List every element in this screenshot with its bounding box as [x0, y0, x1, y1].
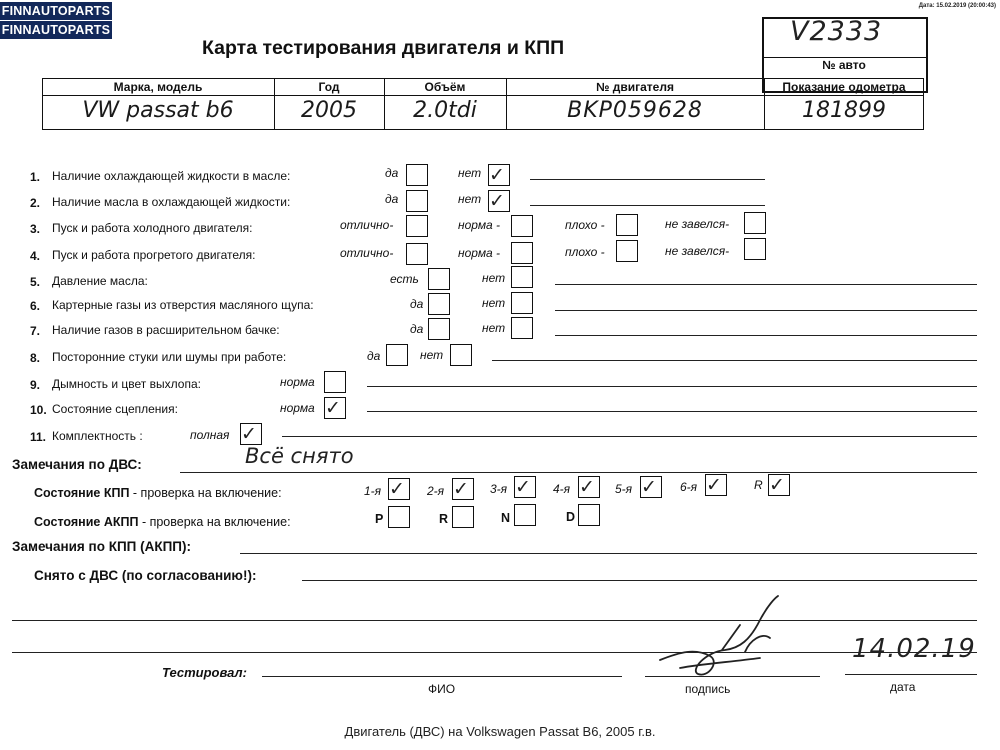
remark-line — [282, 436, 977, 437]
option-no-label: нет — [420, 348, 444, 362]
item-number: 3. — [30, 222, 41, 236]
item-question: Пуск и работа прогретого двигателя: — [52, 248, 256, 262]
gearbox-check-label — [34, 486, 282, 500]
mode-r-label: R — [439, 512, 449, 526]
checkbox-mode-r[interactable] — [452, 506, 474, 528]
option-no-label: нет — [482, 321, 506, 335]
check-mark-icon: ✓ — [325, 397, 341, 419]
item-number: 10. — [30, 403, 47, 417]
check-mark-icon: ✓ — [389, 478, 405, 500]
option-no-label: нет — [458, 166, 482, 180]
checkbox-gear-1[interactable] — [388, 478, 410, 500]
checkbox-excellent[interactable] — [406, 243, 428, 265]
header-odometer: Показание одометра — [782, 80, 906, 94]
checkbox-bad[interactable] — [616, 240, 638, 262]
item-number: 6. — [30, 299, 41, 313]
checkbox-mode-d[interactable] — [578, 504, 600, 526]
scan-date: Дата: 15.02.2019 (20:00:43) — [918, 3, 996, 9]
item-number: 11. — [30, 430, 47, 444]
option-yes-label: да — [410, 297, 424, 311]
checkbox-gear-6[interactable] — [705, 474, 727, 496]
option-no-label: нет — [458, 192, 482, 206]
check-mark-icon: ✓ — [515, 476, 531, 498]
checkbox-gear-5[interactable] — [640, 476, 662, 498]
name-line[interactable] — [262, 676, 622, 677]
checkbox-yes[interactable] — [428, 318, 450, 340]
check-mark-icon: ✓ — [489, 164, 505, 186]
checkbox-gear-3[interactable] — [514, 476, 536, 498]
checkbox-yes[interactable] — [406, 164, 428, 186]
option-yes-label: да — [385, 192, 399, 206]
checkbox-no-start[interactable] — [744, 238, 766, 260]
checkbox-gear-reverse[interactable] — [768, 474, 790, 496]
gear-2-label: 2-я — [427, 484, 445, 498]
checkbox-no[interactable] — [511, 292, 533, 314]
option-no-label: нет — [482, 296, 506, 310]
mode-p-label: P — [375, 512, 384, 526]
checkbox-norm[interactable] — [324, 397, 346, 419]
checkbox-full[interactable] — [240, 423, 262, 445]
item-question: Наличие масла в охлаждающей жидкости: — [52, 195, 291, 209]
option-normal-label: норма - — [458, 246, 501, 260]
item-question: Посторонние стуки или шумы при работе: — [52, 350, 287, 364]
checkbox-normal[interactable] — [511, 242, 533, 264]
removed-line[interactable] — [302, 580, 977, 581]
date-value: 14.02.19 — [852, 634, 976, 664]
check-mark-icon: ✓ — [489, 190, 505, 212]
auto-number-value: V2333 — [790, 16, 883, 47]
checkbox-no[interactable] — [488, 190, 510, 212]
option-no-label: нет — [482, 271, 506, 285]
value-odometer: 181899 — [802, 98, 886, 123]
option-bad-label: плохо - — [565, 245, 605, 259]
option-yes-label: да — [410, 322, 424, 336]
remark-line — [367, 411, 977, 412]
auto-gearbox-check-title: Состояние АКПП — [34, 515, 139, 529]
date-line — [845, 674, 977, 675]
check-mark-icon: ✓ — [769, 474, 785, 496]
checkbox-present[interactable] — [428, 268, 450, 290]
remark-line — [555, 310, 977, 311]
header-volume: Объём — [424, 80, 466, 94]
value-make-model: VW passat b6 — [82, 98, 234, 123]
check-mark-icon: ✓ — [241, 423, 257, 445]
check-mark-icon: ✓ — [453, 478, 469, 500]
header-year: Год — [318, 80, 340, 94]
auto-number-label: № авто — [822, 58, 866, 72]
signature-caption: подпись — [685, 682, 731, 696]
checkbox-no[interactable] — [511, 266, 533, 288]
checkbox-yes[interactable] — [386, 344, 408, 366]
checkbox-mode-n[interactable] — [514, 504, 536, 526]
option-present-label: есть — [390, 272, 419, 286]
gear-6-label: 6-я — [680, 480, 698, 494]
gear-5-label: 5-я — [615, 482, 633, 496]
item-number: 2. — [30, 196, 41, 210]
auto-gearbox-check-label — [34, 515, 291, 529]
remark-line — [555, 335, 977, 336]
item-question: Пуск и работа холодного двигателя: — [52, 221, 253, 235]
item-question: Состояние сцепления: — [52, 402, 178, 416]
option-excellent-label: отлично- — [340, 218, 394, 232]
gearbox-remarks-label: Замечания по КПП (АКПП): — [12, 539, 191, 554]
name-caption: ФИО — [428, 682, 456, 696]
option-no-start-label: не завелся- — [665, 244, 730, 258]
extra-line — [12, 652, 977, 653]
item-number: 5. — [30, 275, 41, 289]
form-title: Карта тестирования двигателя и КПП — [202, 37, 565, 59]
gear-reverse-label: R — [754, 478, 763, 492]
mode-d-label: D — [566, 510, 576, 524]
checkbox-excellent[interactable] — [406, 215, 428, 237]
table-bottom-line — [42, 129, 924, 130]
option-excellent-label: отлично- — [340, 246, 394, 260]
option-no-start-label: не завелся- — [665, 217, 730, 231]
check-mark-icon: ✓ — [706, 474, 722, 496]
item-question: Наличие охлаждающей жидкости в масле: — [52, 169, 291, 183]
ice-remarks-value: Всё снято — [245, 444, 354, 468]
mode-n-label: N — [501, 511, 511, 525]
item-question: Комплектность : — [52, 429, 143, 443]
gear-3-label: 3-я — [490, 482, 508, 496]
gearbox-remarks-line[interactable] — [240, 553, 977, 554]
checkbox-gear-2[interactable] — [452, 478, 474, 500]
logo-finnautoparts-2: FINNAUTOPARTS — [1, 23, 111, 37]
check-mark-icon: ✓ — [579, 476, 595, 498]
signature-mark — [650, 590, 790, 700]
option-norm-label: норма — [280, 401, 315, 415]
item-question: Картерные газы из отверстия масляного щупа: — [52, 298, 314, 312]
auto-gearbox-check-desc: - проверка на включение: — [138, 515, 291, 529]
logo-finnautoparts: FINNAUTOPARTS — [1, 4, 111, 18]
checkbox-no[interactable] — [488, 164, 510, 186]
tested-by-label: Тестировал: — [162, 665, 247, 680]
remark-line — [530, 179, 765, 180]
remark-line — [492, 360, 977, 361]
item-question: Наличие газов в расширительном бачке: — [52, 323, 280, 337]
item-number: 7. — [30, 324, 41, 338]
remark-line — [530, 205, 765, 206]
checkbox-yes[interactable] — [428, 293, 450, 315]
ice-remarks-line[interactable] — [180, 472, 977, 473]
item-number: 8. — [30, 351, 41, 365]
gear-1-label: 1-я — [364, 484, 382, 498]
checkbox-bad[interactable] — [616, 214, 638, 236]
value-volume: 2.0tdi — [413, 98, 477, 123]
gearbox-check-desc: - проверка на включение: — [129, 486, 282, 500]
checkbox-yes[interactable] — [406, 190, 428, 212]
option-bad-label: плохо - — [565, 218, 605, 232]
gearbox-check-title: Состояние КПП — [34, 486, 130, 500]
option-yes-label: да — [385, 166, 399, 180]
item-number: 1. — [30, 170, 41, 184]
value-engine-number: BKP059628 — [567, 98, 703, 123]
date-caption: дата — [890, 680, 916, 694]
item-number: 9. — [30, 378, 41, 392]
checkbox-no[interactable] — [450, 344, 472, 366]
item-question: Дымность и цвет выхлопа: — [52, 377, 201, 391]
remark-line — [555, 284, 977, 285]
checkbox-norm[interactable] — [324, 371, 346, 393]
check-mark-icon: ✓ — [641, 476, 657, 498]
item-number: 4. — [30, 249, 41, 263]
checkbox-normal[interactable] — [511, 215, 533, 237]
ice-remarks-label: Замечания по ДВС: — [12, 457, 142, 472]
extra-line — [12, 620, 977, 621]
option-yes-label: да — [367, 349, 381, 363]
checkbox-no-start[interactable] — [744, 212, 766, 234]
item-question: Давление масла: — [52, 274, 148, 288]
removed-label: Снято с ДВС (по согласованию!): — [34, 568, 257, 583]
checkbox-gear-4[interactable] — [578, 476, 600, 498]
checkbox-mode-p[interactable] — [388, 506, 410, 528]
value-year: 2005 — [301, 98, 357, 123]
header-make-model: Марка, модель — [113, 80, 203, 94]
footer-caption: Двигатель (ДВС) на Volkswagen Passat B6, 2005 г.в. — [344, 724, 656, 739]
option-normal-label: норма - — [458, 218, 501, 232]
gear-4-label: 4-я — [553, 482, 571, 496]
option-full-label: полная — [190, 428, 230, 442]
checkbox-no[interactable] — [511, 317, 533, 339]
header-engine-number: № двигателя — [596, 80, 674, 94]
option-norm-label: норма — [280, 375, 315, 389]
remark-line — [367, 386, 977, 387]
